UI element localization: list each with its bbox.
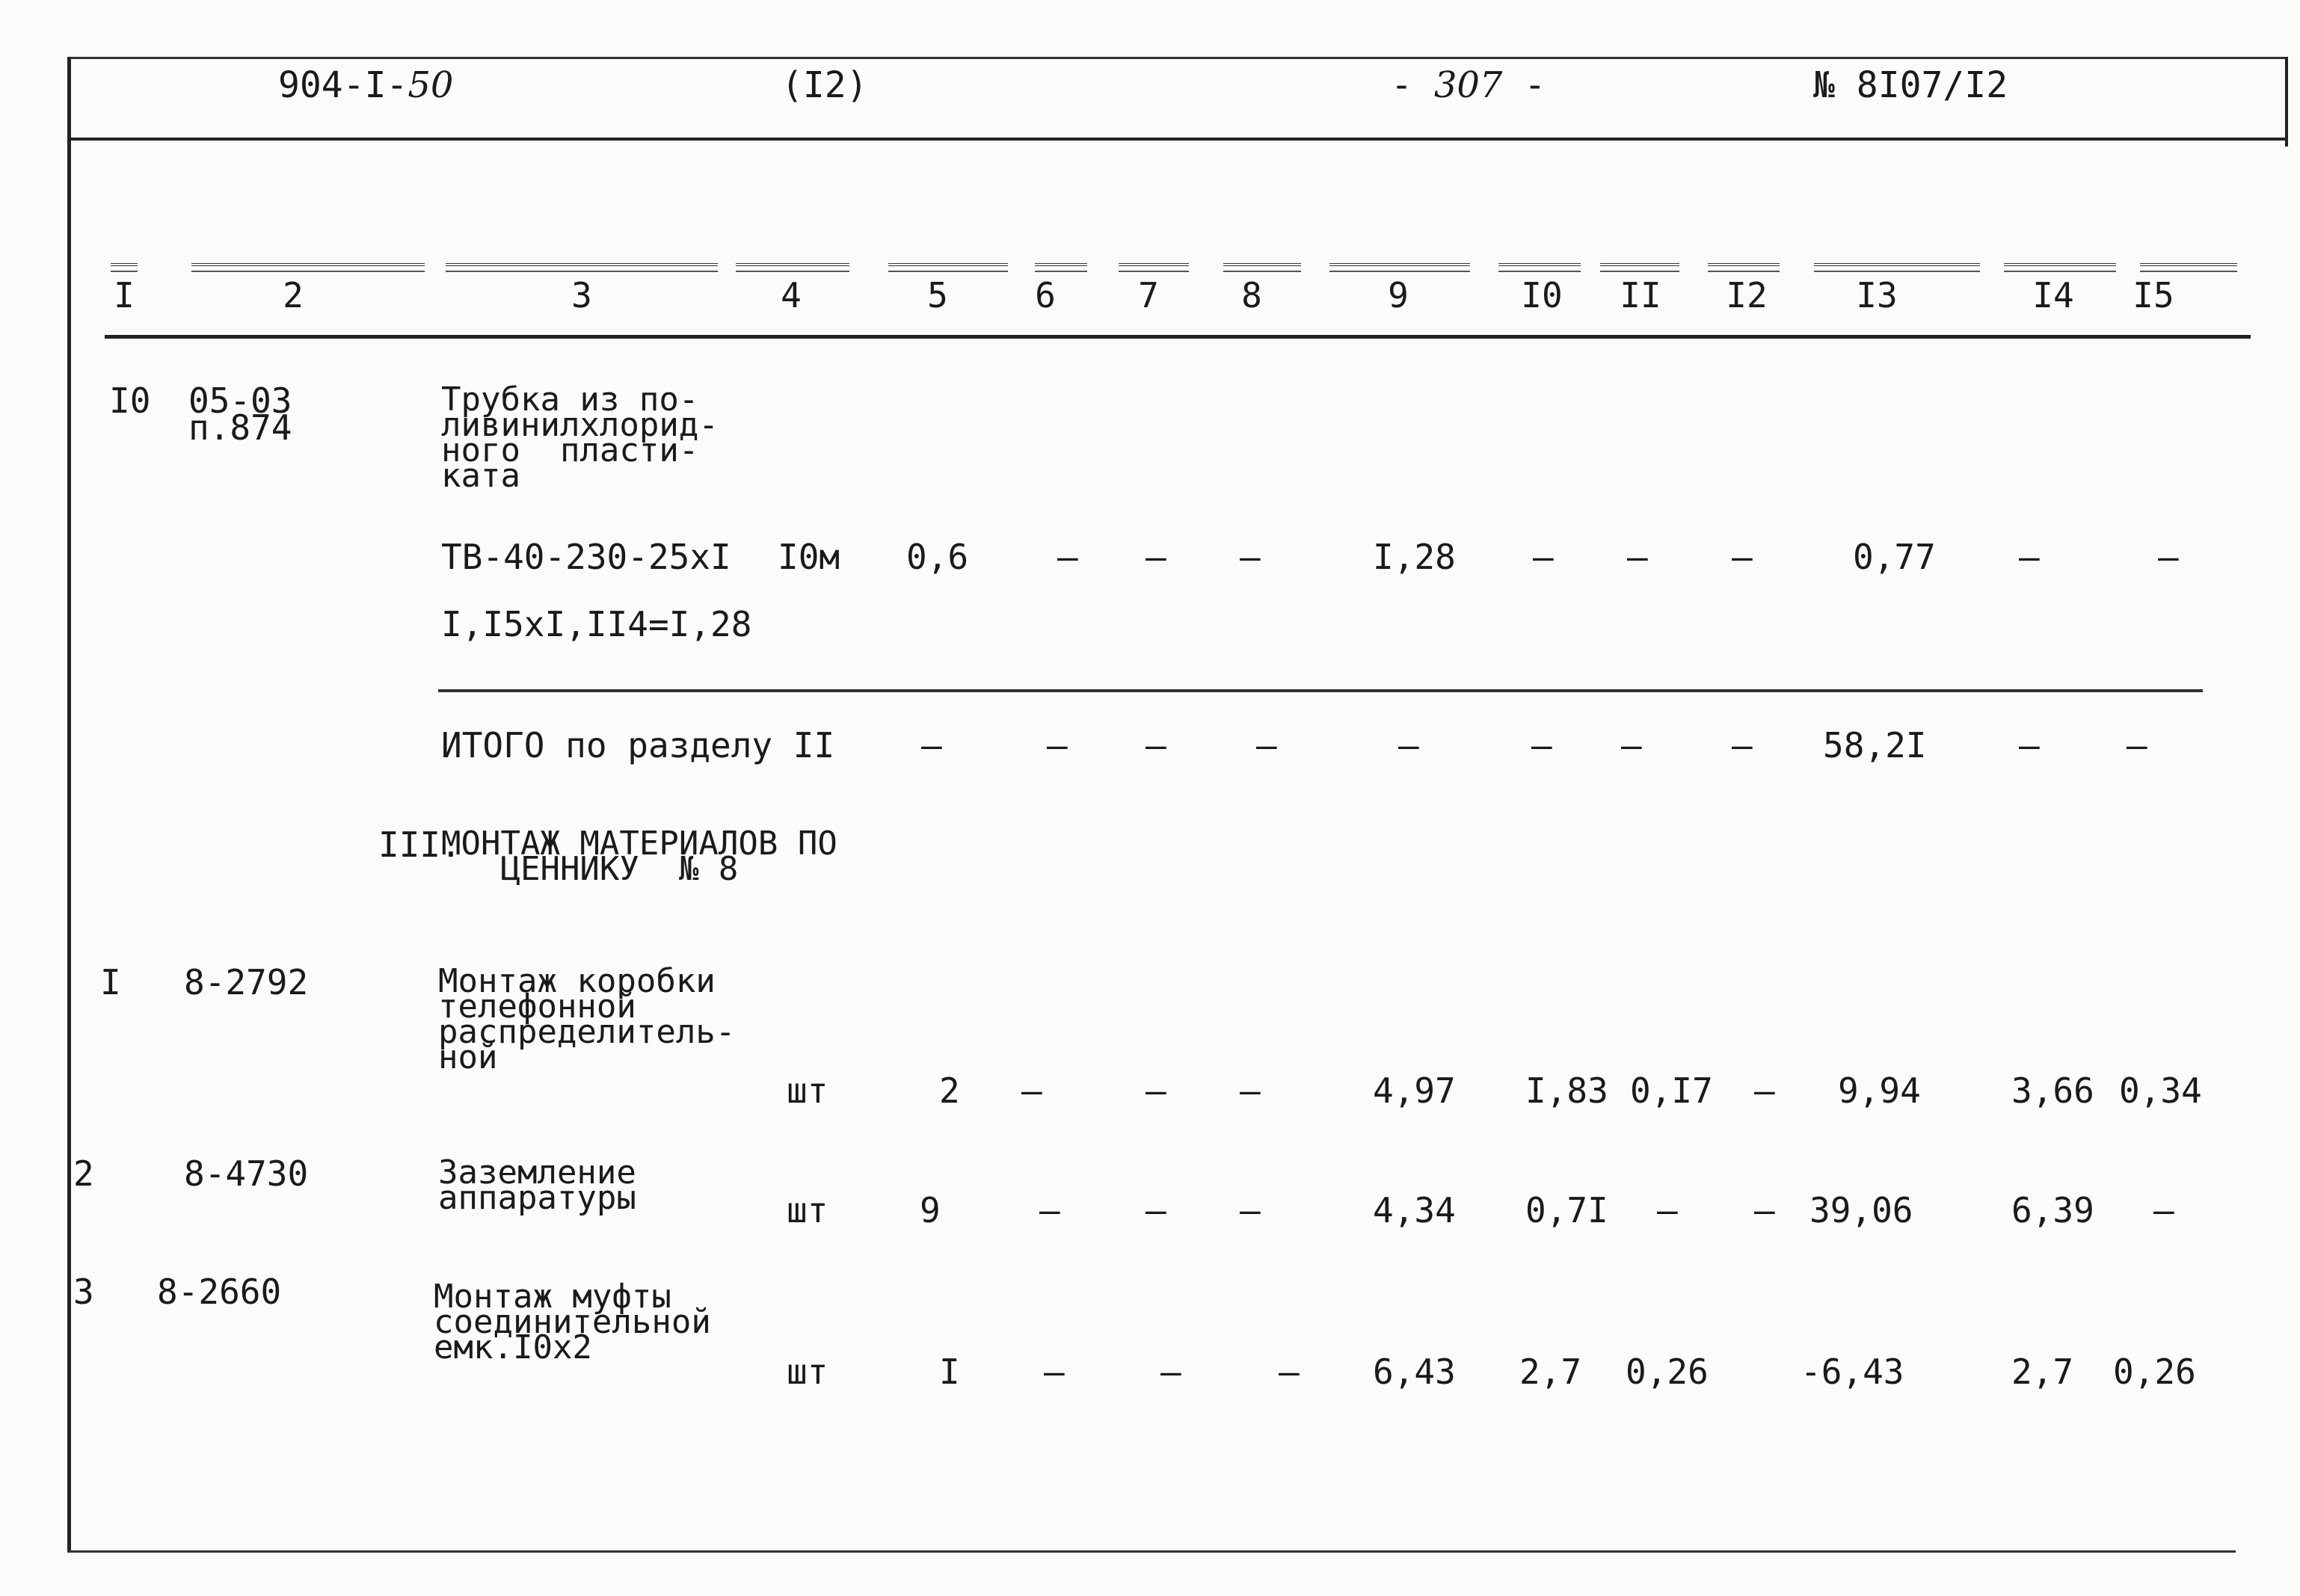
col14-value: – — [2019, 537, 2040, 577]
column-number: I2 — [1726, 275, 1768, 315]
total-col13: 58,2I — [1823, 725, 1927, 765]
section-total-label: ИТОГО по разделу II — [441, 725, 835, 765]
col9-value: 6,43 — [1373, 1352, 1456, 1392]
col9-value: I,28 — [1373, 537, 1456, 577]
header-divider — [67, 138, 2288, 141]
col-rule — [1119, 263, 1189, 272]
total-col11: – — [1621, 725, 1642, 765]
col8-value: – — [1240, 1070, 1261, 1111]
row-number: 2 — [73, 1153, 94, 1194]
row-number: I — [100, 962, 121, 1002]
col-rule — [1498, 263, 1581, 272]
col-rule — [888, 263, 1008, 272]
frame-bottom-border — [67, 1550, 2236, 1553]
column-number: 5 — [927, 275, 948, 315]
total-col7: – — [1146, 725, 1166, 765]
col12-value: – — [1732, 537, 1753, 577]
page-number-handwritten: 307 — [1433, 64, 1503, 106]
page-dash-right: - — [1524, 64, 1546, 106]
price-code: 05-03 п.874 — [188, 380, 292, 448]
unit: I0м — [778, 537, 840, 577]
col10-value: – — [1533, 537, 1554, 577]
col14-value: 6,39 — [2011, 1190, 2094, 1230]
column-number: I5 — [2133, 275, 2174, 315]
col15-value: – — [2158, 537, 2179, 577]
quantity: I — [939, 1352, 960, 1392]
col9-value: 4,34 — [1373, 1190, 1456, 1230]
unit: шт — [787, 1352, 828, 1392]
subtotal-rule — [438, 689, 2203, 692]
col8-value: – — [1240, 1190, 1261, 1230]
col11-value: 0,I7 — [1630, 1070, 1713, 1111]
col12-value: – — [1754, 1190, 1775, 1230]
total-col5: – — [921, 725, 942, 765]
section-roman-numeral: III. — [378, 825, 461, 865]
col9-value: 4,97 — [1373, 1070, 1456, 1111]
col6-value: – — [1021, 1070, 1042, 1111]
col12-value: – — [1754, 1070, 1775, 1111]
col13-value: 9,94 — [1838, 1070, 1921, 1111]
column-number: 7 — [1138, 275, 1159, 315]
col-rule — [1223, 263, 1301, 272]
col-rule — [1708, 263, 1780, 272]
price-code: 8-2792 — [184, 962, 309, 1002]
quantity: 2 — [939, 1070, 960, 1111]
col-rule — [1600, 263, 1679, 272]
total-col9: – — [1398, 725, 1419, 765]
total-col10: – — [1531, 725, 1552, 765]
col11-value: – — [1657, 1190, 1678, 1230]
item-description: Заземление аппаратуры — [438, 1153, 636, 1217]
column-number: 6 — [1035, 275, 1056, 315]
col-rule — [191, 263, 425, 272]
col15-value: 0,34 — [2119, 1070, 2202, 1111]
quantity: 9 — [920, 1190, 941, 1230]
col10-value: 2,7 — [1519, 1352, 1582, 1392]
column-number: 3 — [571, 275, 592, 315]
frame-left-border — [67, 57, 71, 1552]
column-number: 9 — [1388, 275, 1409, 315]
column-number: I — [114, 275, 135, 315]
col13-value: 0,77 — [1853, 537, 1936, 577]
project-code-prefix: 904-I- — [278, 64, 408, 106]
calculation-note: I,I5хI,II4=I,28 — [441, 604, 752, 644]
unit: шт — [787, 1070, 828, 1111]
col6-value: – — [1039, 1190, 1060, 1230]
row-number: 3 — [73, 1272, 94, 1312]
item-subdescription: ТВ-40-230-25хI — [441, 537, 731, 577]
page-number — [1391, 64, 1546, 106]
quantity: 0,6 — [906, 537, 969, 577]
col8-value: – — [1240, 537, 1261, 577]
sheet-number: (I2) — [781, 64, 868, 106]
col7-value: – — [1160, 1352, 1181, 1392]
col13-value: 39,06 — [1809, 1190, 1913, 1230]
column-number: I4 — [2032, 275, 2074, 315]
page-dash-left: - — [1391, 64, 1412, 106]
total-col14: – — [2019, 725, 2040, 765]
project-code-handwritten: 50 — [408, 64, 454, 106]
col-rule — [1035, 263, 1087, 272]
column-number: 2 — [283, 275, 304, 315]
col14-value: 3,66 — [2011, 1070, 2094, 1111]
col7-value: – — [1146, 1070, 1166, 1111]
table-header-bottom-rule — [105, 335, 2251, 339]
item-description: Монтаж муфты соединительной емк.I0х2 — [434, 1278, 711, 1367]
item-description: Монтаж коробки телефонной распределитель- ной — [438, 962, 736, 1076]
total-col8: – — [1256, 725, 1277, 765]
column-number: I0 — [1521, 275, 1563, 315]
col7-value: – — [1146, 537, 1166, 577]
col-rule — [111, 263, 138, 272]
price-code: 8-2660 — [157, 1272, 282, 1312]
col-rule — [2004, 263, 2116, 272]
col-rule — [736, 263, 849, 272]
col13-value: -6,43 — [1801, 1352, 1904, 1392]
col-rule — [1814, 263, 1980, 272]
column-number: 4 — [781, 275, 802, 315]
col-rule — [446, 263, 718, 272]
col-rule — [2140, 263, 2237, 272]
row-number: I0 — [109, 380, 151, 421]
col-rule — [1329, 263, 1470, 272]
total-col15: – — [2127, 725, 2147, 765]
col7-value: – — [1146, 1190, 1166, 1230]
col8-value: – — [1279, 1352, 1300, 1392]
col14-value: 2,7 — [2011, 1352, 2074, 1392]
col6-value: – — [1057, 537, 1078, 577]
col10-value: 0,7I — [1525, 1190, 1608, 1230]
col15-value: 0,26 — [2113, 1352, 2196, 1392]
frame-right-border — [2285, 57, 2288, 147]
document-number: № 8I07/I2 — [1813, 64, 2008, 106]
project-code — [278, 64, 453, 106]
column-number: II — [1620, 275, 1661, 315]
total-col12: – — [1732, 725, 1753, 765]
col11-value: – — [1627, 537, 1648, 577]
total-col6: – — [1047, 725, 1068, 765]
col15-value: – — [2153, 1190, 2174, 1230]
unit: шт — [787, 1190, 828, 1230]
price-code: 8-4730 — [184, 1153, 309, 1194]
col6-value: – — [1044, 1352, 1065, 1392]
section-title: МОНТАЖ МАТЕРИАЛОВ ПО ЦЕННИКУ № 8 — [441, 825, 837, 888]
frame-top-border — [67, 57, 2288, 59]
column-number: 8 — [1241, 275, 1262, 315]
column-number: I3 — [1856, 275, 1898, 315]
col11-value: 0,26 — [1626, 1352, 1709, 1392]
item-description: Трубка из по- ливинилхлорид- ного пласти- ката — [441, 380, 719, 495]
col10-value: I,83 — [1525, 1070, 1608, 1111]
